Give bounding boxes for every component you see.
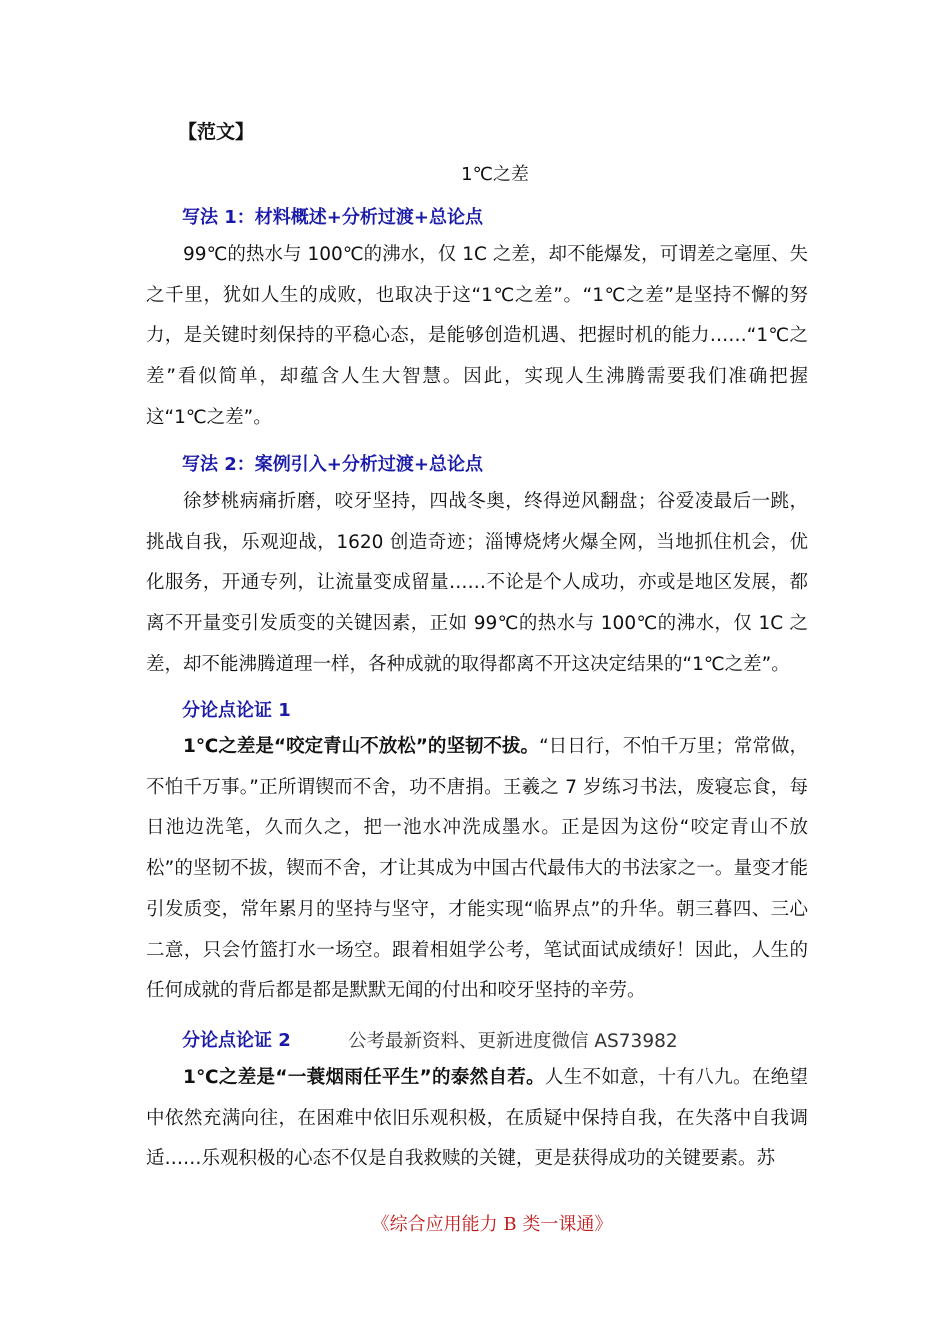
- argument-2-heading: 分论点论证 2: [182, 1030, 291, 1051]
- method-1-heading: 写法 1：材料概述+分析过渡+总论点: [182, 207, 483, 228]
- method-2-heading: 写法 2：案例引入+分析过渡+总论点: [182, 454, 483, 475]
- method-1-paragraph: 99℃的热水与 100℃的沸水，仅 1C 之差，却不能爆发，可谓差之毫厘、失之千里，犹如人生的成败，也取决于这“1℃之差”。“1℃之差”是坚持不懈的努力，是关键时刻保持的平稳心态，是能够创造机遇、把握时机的能力……“1℃之差”看似简单，却蕴含人生大智慧。因此，实现人生沸腾需要我们准确把握这“1℃之差”。: [146, 244, 808, 428]
- argument-2-paragraph: [146, 1058, 808, 1180]
- essay-title: 1℃之差: [461, 164, 529, 185]
- argument-1-paragraph: [146, 727, 808, 1012]
- sample-essay-tag: 【范文】: [178, 121, 255, 143]
- method-2-paragraph: 徐梦桃病痛折磨，咬牙坚持，四战冬奥，终得逆风翻盘；谷爱凌最后一跳，挑战自我，乐观迎战，1620 创造奇迹；淄博烧烤火爆全网，当地抓住机会，优化服务，开通专列，让流量变成留量……不论是个人成功，亦或是地区发展，都离不开量变引发质变的关键因素，正如 99℃的热水与 100℃的沸水，仅 1C 之差，却不能沸腾道理一样，各种成就的取得都离不开这决定结果的“1℃之差”。: [146, 491, 808, 675]
- book-footer: 《综合应用能力 B 类一课通》: [371, 1214, 613, 1235]
- watermark-text: 公考最新资料、更新进度微信 AS73982: [348, 1031, 678, 1052]
- argument-2-body: 人生不如意，十有八九。在绝望中依然充满向往，在困难中依旧乐观积极，在质疑中保持自我，在失落中自我调适……乐观积极的心态不仅是自我救赎的关键，更是获得成功的关键要素。苏: [146, 1067, 809, 1170]
- argument-2-lead: 1℃之差是“一蓑烟雨任平生”的泰然自若。: [183, 1067, 545, 1088]
- argument-1-heading: 分论点论证 1: [182, 700, 291, 721]
- argument-1-body: “日日行，不怕千万里；常常做，不怕千万事。”正所谓锲而不舍，功不唐捐。王羲之 7 岁练习书法，废寝忘食，每日池边洗笔，久而久之，把一池水冲洗成墨水。正是因为这份“咬定青山不放松”的坚韧不拔，锲而不舍，才让其成为中国古代最伟大的书法家之一。量变才能引发质变，常年累月的坚持与坚守，才能实现“临界点”的升华。朝三暮四、三心二意，只会竹篮打水一场空。跟着相姐学公考，笔试面试成绩好！因此，人生的任何成就的背后都是都是默默无闻的付出和咬牙坚持的辛劳。: [146, 736, 808, 1002]
- argument-1-lead: 1℃之差是“咬定青山不放松”的坚韧不拔。: [183, 736, 540, 757]
